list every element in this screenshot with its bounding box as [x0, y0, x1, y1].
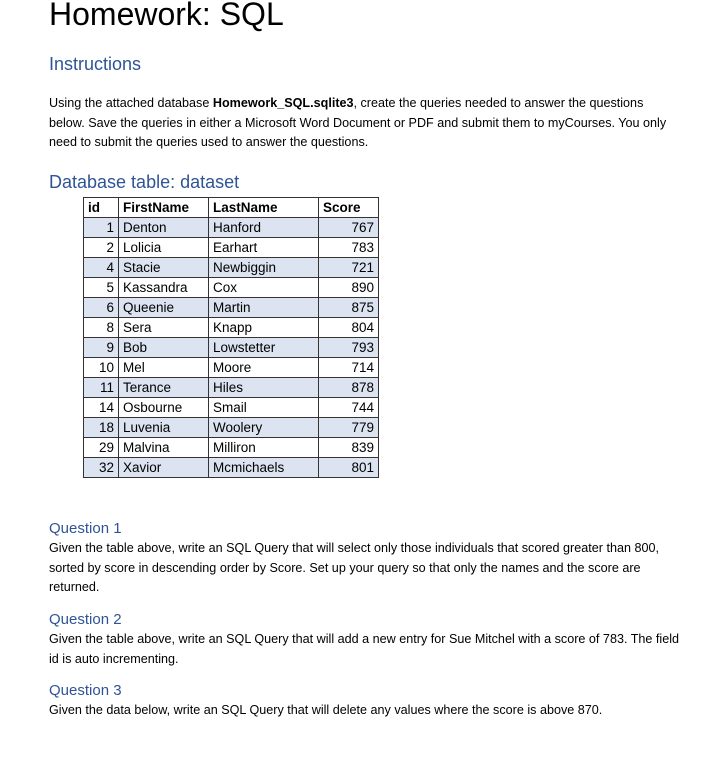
cell-score: 801	[319, 458, 379, 478]
cell-score: 779	[319, 418, 379, 438]
header-lastname: LastName	[209, 198, 319, 218]
cell-score: 793	[319, 338, 379, 358]
table-row	[84, 338, 379, 358]
table-row	[84, 258, 379, 278]
table-row	[84, 438, 379, 458]
cell-score: 839	[319, 438, 379, 458]
cell-id: 4	[84, 258, 119, 278]
question-3-text: Given the data below, write an SQL Query that will delete any values where the score is above 870.	[49, 703, 603, 717]
cell-lastname: Lowstetter	[209, 338, 319, 358]
database-filename: Homework_SQL.sqlite3	[212, 96, 354, 110]
dataset-table	[83, 197, 379, 478]
cell-id: 6	[84, 298, 119, 318]
cell-id: 2	[84, 238, 119, 258]
cell-lastname: Moore	[209, 358, 319, 378]
cell-lastname: Newbiggin	[209, 258, 319, 278]
cell-firstname: Stacie	[119, 258, 209, 278]
question-3-heading: Question 3	[49, 682, 122, 699]
table-row	[84, 238, 379, 258]
instructions-heading: Instructions	[49, 54, 142, 74]
cell-id: 32	[84, 458, 119, 478]
cell-firstname: Kassandra	[119, 278, 209, 298]
cell-score: 878	[319, 378, 379, 398]
cell-id: 10	[84, 358, 119, 378]
cell-firstname: Denton	[119, 218, 209, 238]
table-body	[84, 218, 379, 478]
table-row	[84, 218, 379, 238]
intro-text-after: , create the queries needed to answer the questions below. Save the queries in either a Microsoft Word Document or PDF and submit them to myCourses. You only need to submit the queries used to answer the questions.	[49, 96, 667, 149]
cell-id: 29	[84, 438, 119, 458]
cell-lastname: Mcmichaels	[209, 458, 319, 478]
intro-text-before: Using the attached database	[49, 96, 213, 110]
cell-score: 890	[319, 278, 379, 298]
cell-id: 8	[84, 318, 119, 338]
cell-id: 5	[84, 278, 119, 298]
cell-id: 11	[84, 378, 119, 398]
cell-firstname: Luvenia	[119, 418, 209, 438]
cell-lastname: Knapp	[209, 318, 319, 338]
cell-score: 714	[319, 358, 379, 378]
header-firstname: FirstName	[119, 198, 209, 218]
instructions-paragraph	[49, 94, 679, 153]
cell-lastname: Hiles	[209, 378, 319, 398]
table-row	[84, 458, 379, 478]
table-header-row	[84, 198, 379, 218]
cell-lastname: Martin	[209, 298, 319, 318]
table-row	[84, 418, 379, 438]
table-row	[84, 398, 379, 418]
cell-score: 721	[319, 258, 379, 278]
question-2	[49, 610, 689, 669]
cell-id: 18	[84, 418, 119, 438]
cell-lastname: Cox	[209, 278, 319, 298]
cell-lastname: Milliron	[209, 438, 319, 458]
cell-lastname: Hanford	[209, 218, 319, 238]
cell-id: 9	[84, 338, 119, 358]
cell-score: 783	[319, 238, 379, 258]
cell-firstname: Osbourne	[119, 398, 209, 418]
question-1-heading: Question 1	[49, 520, 122, 537]
question-2-heading: Question 2	[49, 611, 122, 628]
table-row	[84, 298, 379, 318]
cell-firstname: Mel	[119, 358, 209, 378]
header-id: id	[84, 198, 119, 218]
table-row	[84, 358, 379, 378]
question-2-text: Given the table above, write an SQL Query that will add a new entry for Sue Mitchel with a score of 783. The field id is auto incrementing.	[49, 632, 680, 666]
cell-id: 1	[84, 218, 119, 238]
table-heading: Database table: dataset	[49, 172, 240, 192]
cell-firstname: Queenie	[119, 298, 209, 318]
table-row	[84, 378, 379, 398]
cell-id: 14	[84, 398, 119, 418]
cell-firstname: Xavior	[119, 458, 209, 478]
cell-firstname: Lolicia	[119, 238, 209, 258]
question-1	[49, 519, 689, 598]
cell-firstname: Malvina	[119, 438, 209, 458]
cell-score: 804	[319, 318, 379, 338]
header-score: Score	[319, 198, 379, 218]
table-row	[84, 278, 379, 298]
cell-firstname: Bob	[119, 338, 209, 358]
cell-score: 744	[319, 398, 379, 418]
cell-firstname: Sera	[119, 318, 209, 338]
cell-score: 767	[319, 218, 379, 238]
question-3	[49, 681, 689, 721]
cell-lastname: Earhart	[209, 238, 319, 258]
page-title: Homework: SQL	[49, 0, 284, 32]
question-1-text: Given the table above, write an SQL Query that will select only those individuals that scored greater than 800, sorted by score in descending order by Score. Set up your query so that only the names and the score are returned.	[49, 541, 659, 594]
table-row	[84, 318, 379, 338]
cell-score: 875	[319, 298, 379, 318]
cell-lastname: Smail	[209, 398, 319, 418]
cell-lastname: Woolery	[209, 418, 319, 438]
cell-firstname: Terance	[119, 378, 209, 398]
